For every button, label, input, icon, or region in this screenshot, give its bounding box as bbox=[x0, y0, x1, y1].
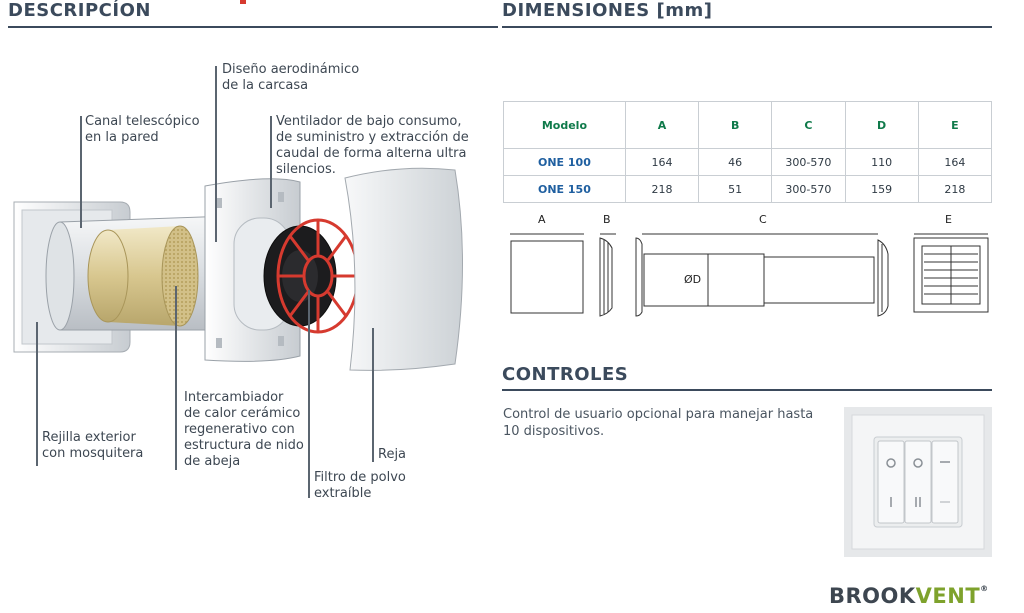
cell-d: 159 bbox=[845, 176, 918, 203]
label-filtro: Filtro de polvo extraíble bbox=[314, 470, 406, 501]
cell-b: 51 bbox=[699, 176, 772, 203]
technical-drawings bbox=[500, 224, 1000, 324]
leader-line-rejilla bbox=[36, 322, 38, 466]
header-e: E bbox=[918, 102, 991, 149]
label-canal: Canal telescópico en la pared bbox=[85, 114, 200, 145]
label-intercambiador: Intercambiador de calor cerámico regenerativo con estructura de nido de abeja bbox=[184, 390, 304, 469]
drawing-label-c: C bbox=[759, 213, 767, 226]
front-cover-part bbox=[345, 168, 463, 370]
drawing-label-d: ØD bbox=[684, 273, 702, 286]
label-carcasa: Diseño aerodinámico de la carcasa bbox=[222, 62, 360, 93]
cell-model: ONE 100 bbox=[504, 149, 626, 176]
header-modelo: Modelo bbox=[504, 102, 626, 149]
leader-line-filtro bbox=[308, 290, 310, 498]
label-reja: Reja bbox=[378, 447, 407, 462]
brand-part-1: BROOK bbox=[829, 584, 916, 608]
table-row bbox=[504, 176, 992, 203]
cell-e: 218 bbox=[918, 176, 991, 203]
header-c: C bbox=[772, 102, 845, 149]
drawing-label-a: A bbox=[538, 213, 546, 226]
user-control-panel-image bbox=[844, 407, 992, 557]
front-view-drawing bbox=[511, 241, 583, 313]
cell-e: 164 bbox=[918, 149, 991, 176]
dimensions-table bbox=[503, 101, 992, 203]
ceramic-exchanger-part bbox=[88, 226, 198, 326]
table-row bbox=[504, 149, 992, 176]
drawing-label-b: B bbox=[603, 213, 611, 226]
brookvent-logo bbox=[829, 584, 989, 608]
assembly-drawing bbox=[636, 238, 888, 316]
description-rule bbox=[8, 26, 498, 28]
dimensions-rule bbox=[502, 26, 992, 28]
leader-line-canal bbox=[80, 116, 82, 228]
header-a: A bbox=[625, 102, 698, 149]
dimensions-title: DIMENSIONES [mm] bbox=[502, 0, 713, 21]
description-title: DESCRIPCÍON bbox=[8, 0, 151, 21]
controls-rule bbox=[502, 389, 992, 391]
leader-line-carcasa bbox=[215, 66, 217, 242]
cell-model: ONE 150 bbox=[504, 176, 626, 203]
cell-c: 300-570 bbox=[772, 176, 845, 203]
cell-a: 164 bbox=[625, 149, 698, 176]
leader-line-ventilador bbox=[270, 116, 272, 208]
drawing-label-e: E bbox=[945, 213, 952, 226]
label-ventilador: Ventilador de bajo consumo, de suministro y extracción de caudal de forma alterna ultra silencios. bbox=[276, 114, 469, 177]
header-b: B bbox=[699, 102, 772, 149]
grille-view-drawing bbox=[914, 238, 988, 312]
red-accent bbox=[240, 0, 246, 4]
table-header-row bbox=[504, 102, 992, 149]
leader-line-reja bbox=[372, 328, 374, 462]
cell-d: 110 bbox=[845, 149, 918, 176]
header-d: D bbox=[845, 102, 918, 149]
cell-b: 46 bbox=[699, 149, 772, 176]
brand-registered-mark: ® bbox=[980, 584, 989, 593]
leader-line-intercambiador bbox=[175, 286, 177, 470]
cell-c: 300-570 bbox=[772, 149, 845, 176]
cell-a: 218 bbox=[625, 176, 698, 203]
controls-title: CONTROLES bbox=[502, 364, 629, 385]
side-view-drawing bbox=[600, 238, 612, 316]
controls-description: Control de usuario opcional para manejar hasta 10 dispositivos. bbox=[503, 407, 814, 439]
label-rejilla: Rejilla exterior con mosquitera bbox=[42, 430, 144, 461]
ventilator-exploded-illustration bbox=[0, 160, 470, 380]
brand-part-2: VENT bbox=[915, 584, 981, 608]
